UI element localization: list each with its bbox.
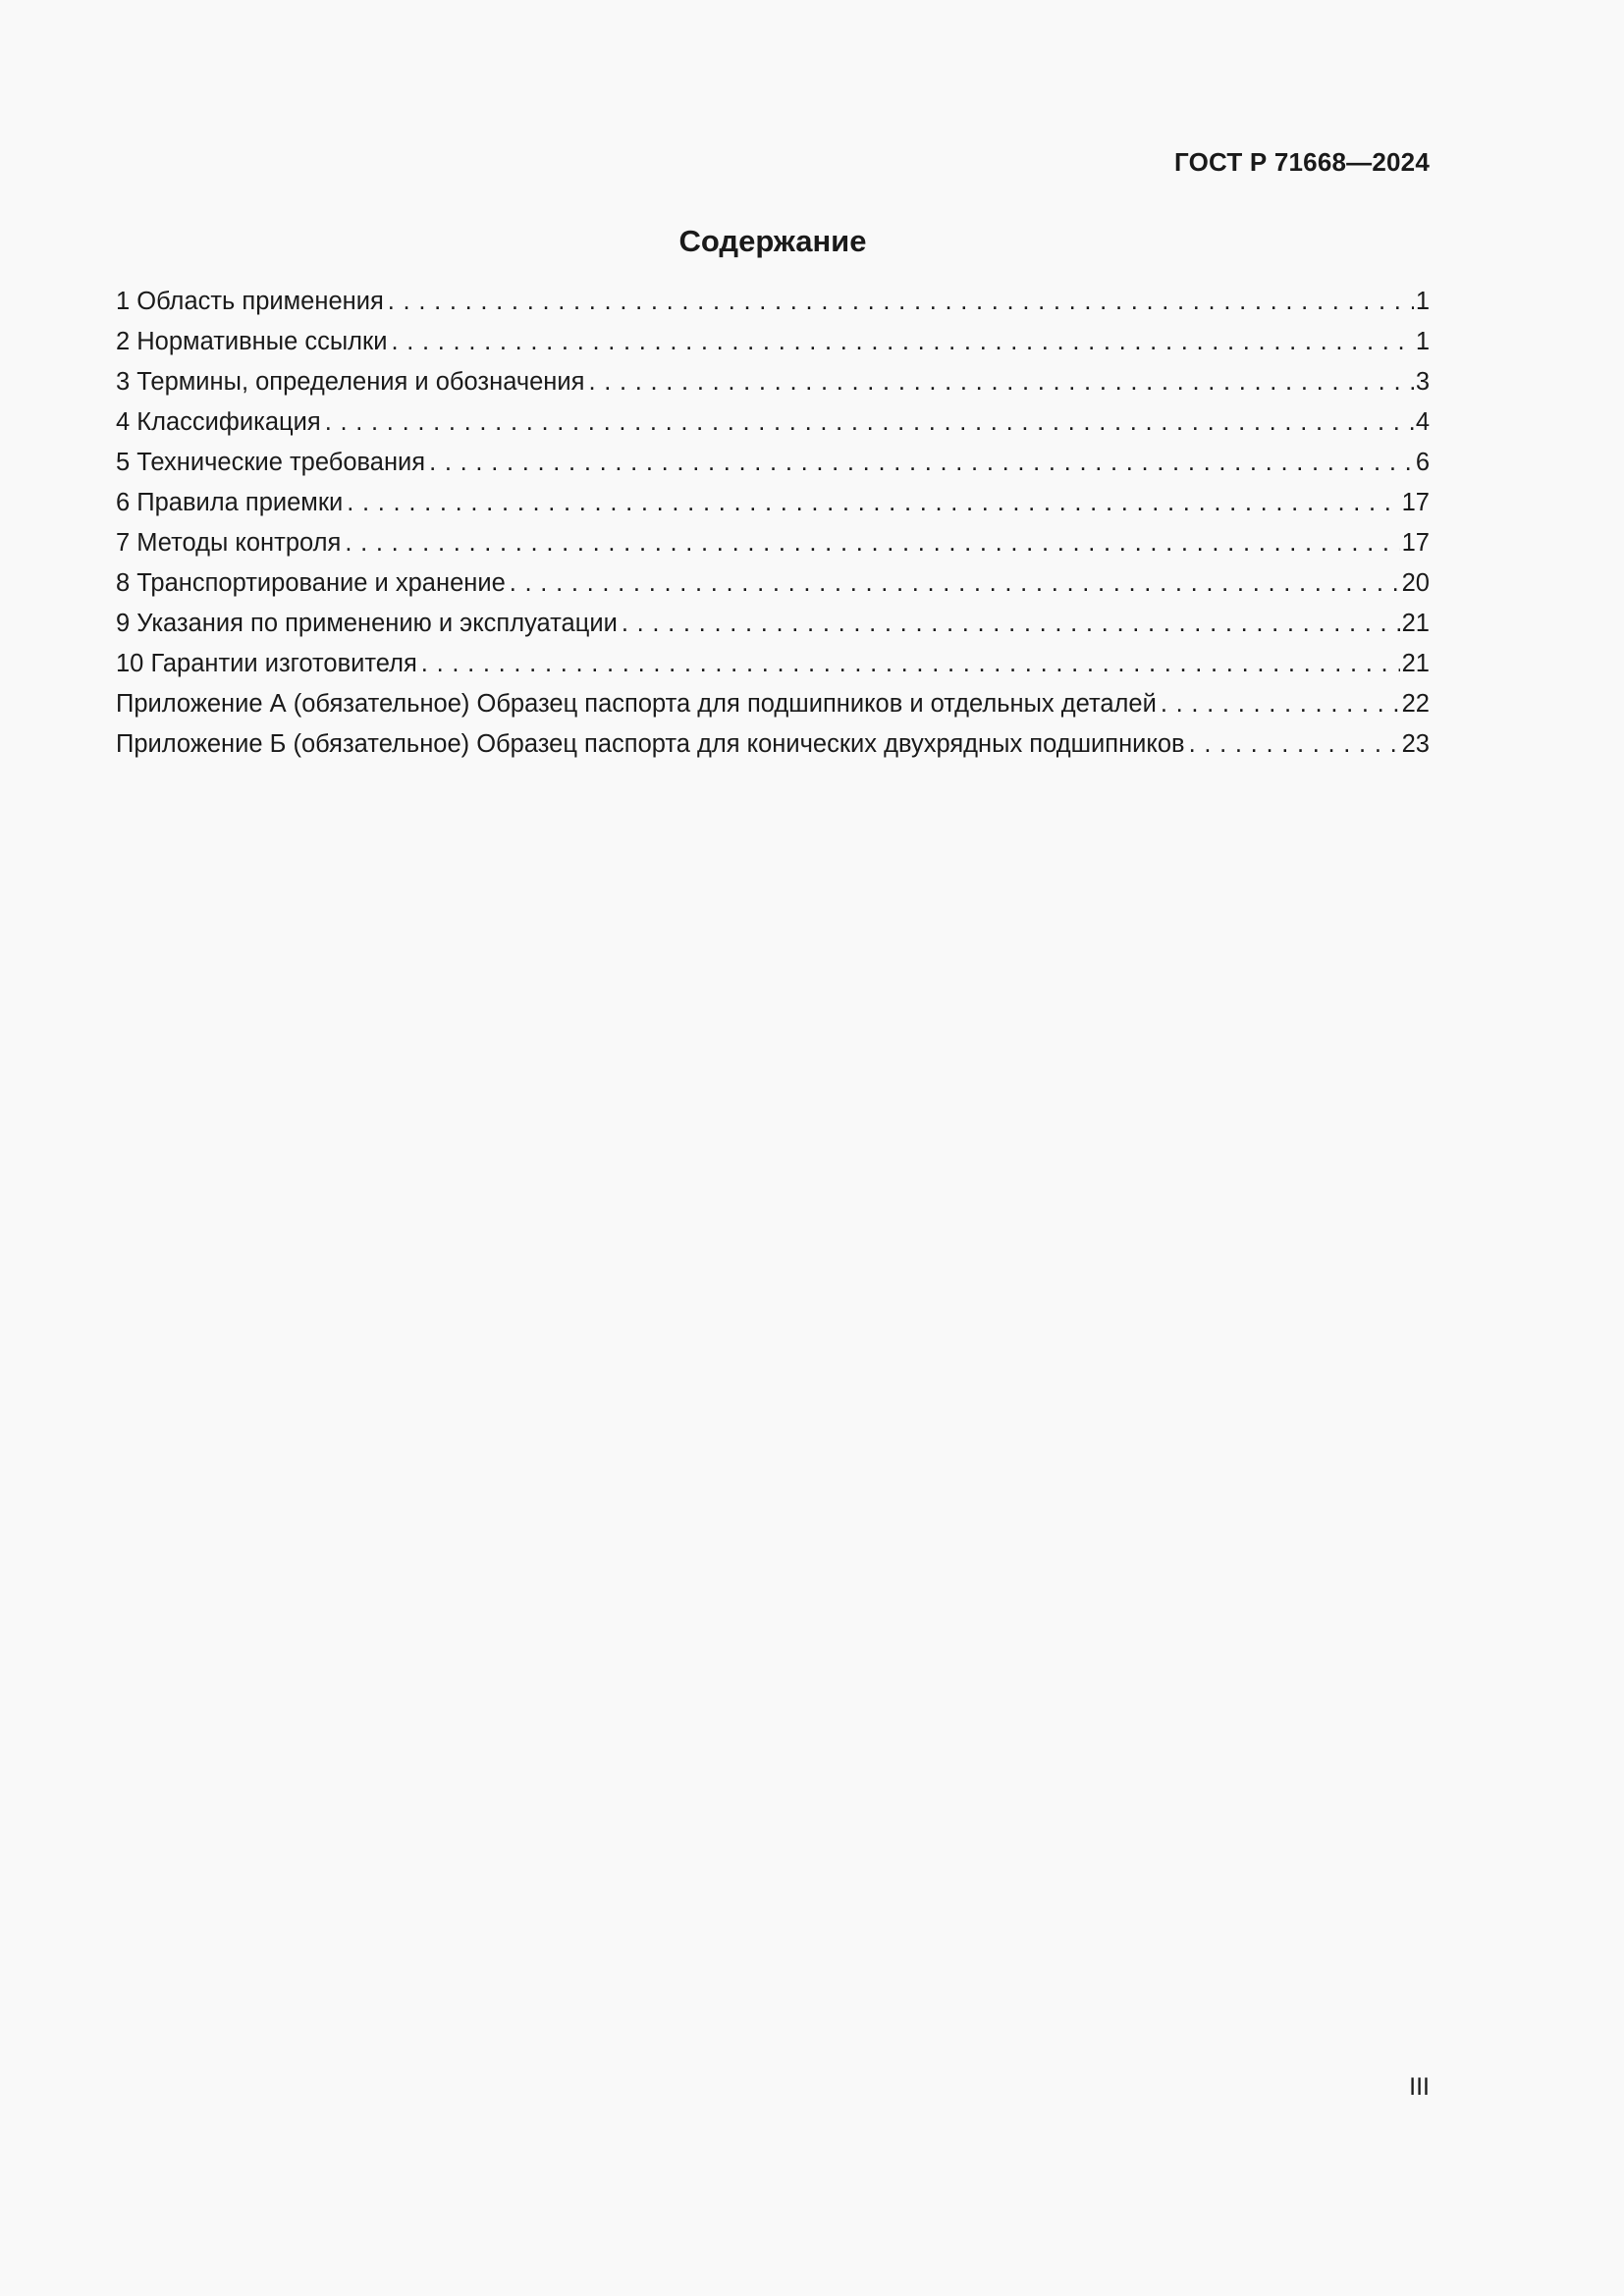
toc-entry-page: 17: [1401, 529, 1430, 557]
toc-dot-leader: [1189, 724, 1400, 765]
toc-entry-label: 10 Гарантии изготовителя: [116, 650, 417, 677]
toc-dot-leader: [588, 362, 1413, 402]
toc-dot-leader: [391, 322, 1413, 362]
toc-dot-leader: [345, 523, 1399, 563]
toc-entry-page: 6: [1415, 449, 1430, 476]
toc-entry-label: 7 Методы контроля: [116, 529, 342, 557]
toc-entry[interactable]: [116, 362, 1430, 402]
toc-entry-page: 20: [1401, 569, 1430, 597]
toc-dot-leader: [347, 483, 1399, 523]
toc-dot-leader: [325, 402, 1414, 443]
toc-entry[interactable]: [116, 443, 1430, 483]
toc-title: Содержание: [678, 224, 867, 258]
toc-dot-leader: [510, 563, 1400, 604]
document-code: ГОСТ Р 71668—2024: [1174, 147, 1430, 177]
toc-dot-leader: [622, 604, 1400, 644]
toc-dot-leader: [429, 443, 1414, 483]
toc-entry[interactable]: [116, 724, 1430, 765]
toc-entry-label: 1 Область применения: [116, 288, 384, 315]
table-of-contents: [116, 282, 1430, 765]
toc-entry[interactable]: [116, 523, 1430, 563]
toc-dot-leader: [421, 644, 1400, 684]
toc-entry[interactable]: [116, 563, 1430, 604]
toc-entry[interactable]: [116, 282, 1430, 322]
toc-entry-page: 3: [1415, 368, 1430, 396]
toc-dot-leader: [1161, 684, 1400, 724]
toc-entry-label: 5 Технические требования: [116, 449, 426, 476]
toc-entry[interactable]: [116, 322, 1430, 362]
toc-dot-leader: [388, 282, 1414, 322]
toc-entry-page: 1: [1415, 328, 1430, 355]
toc-entry-label: 9 Указания по применению и эксплуатации: [116, 610, 618, 637]
toc-entry-page: 4: [1415, 408, 1430, 436]
toc-entry-label: 3 Термины, определения и обозначения: [116, 368, 585, 396]
toc-entry-page: 21: [1401, 650, 1430, 677]
toc-entry[interactable]: [116, 644, 1430, 684]
toc-entry-label: Приложение А (обязательное) Образец паспорта для подшипников и отдельных деталей: [116, 690, 1157, 718]
toc-entry-label: Приложение Б (обязательное) Образец паспорта для конических двухрядных подшипников: [116, 730, 1185, 758]
toc-entry[interactable]: [116, 684, 1430, 724]
toc-entry[interactable]: [116, 483, 1430, 523]
toc-entry-page: 1: [1415, 288, 1430, 315]
toc-entry-label: 6 Правила приемки: [116, 489, 344, 516]
toc-entry[interactable]: [116, 402, 1430, 443]
toc-entry-page: 22: [1401, 690, 1430, 718]
toc-entry-page: 17: [1401, 489, 1430, 516]
toc-entry-label: 2 Нормативные ссылки: [116, 328, 388, 355]
toc-entry[interactable]: [116, 604, 1430, 644]
toc-entry-page: 23: [1401, 730, 1430, 758]
toc-entry-label: 4 Классификация: [116, 408, 321, 436]
page-number: III: [1409, 2073, 1430, 2101]
toc-entry-page: 21: [1401, 610, 1430, 637]
toc-entry-label: 8 Транспортирование и хранение: [116, 569, 506, 597]
